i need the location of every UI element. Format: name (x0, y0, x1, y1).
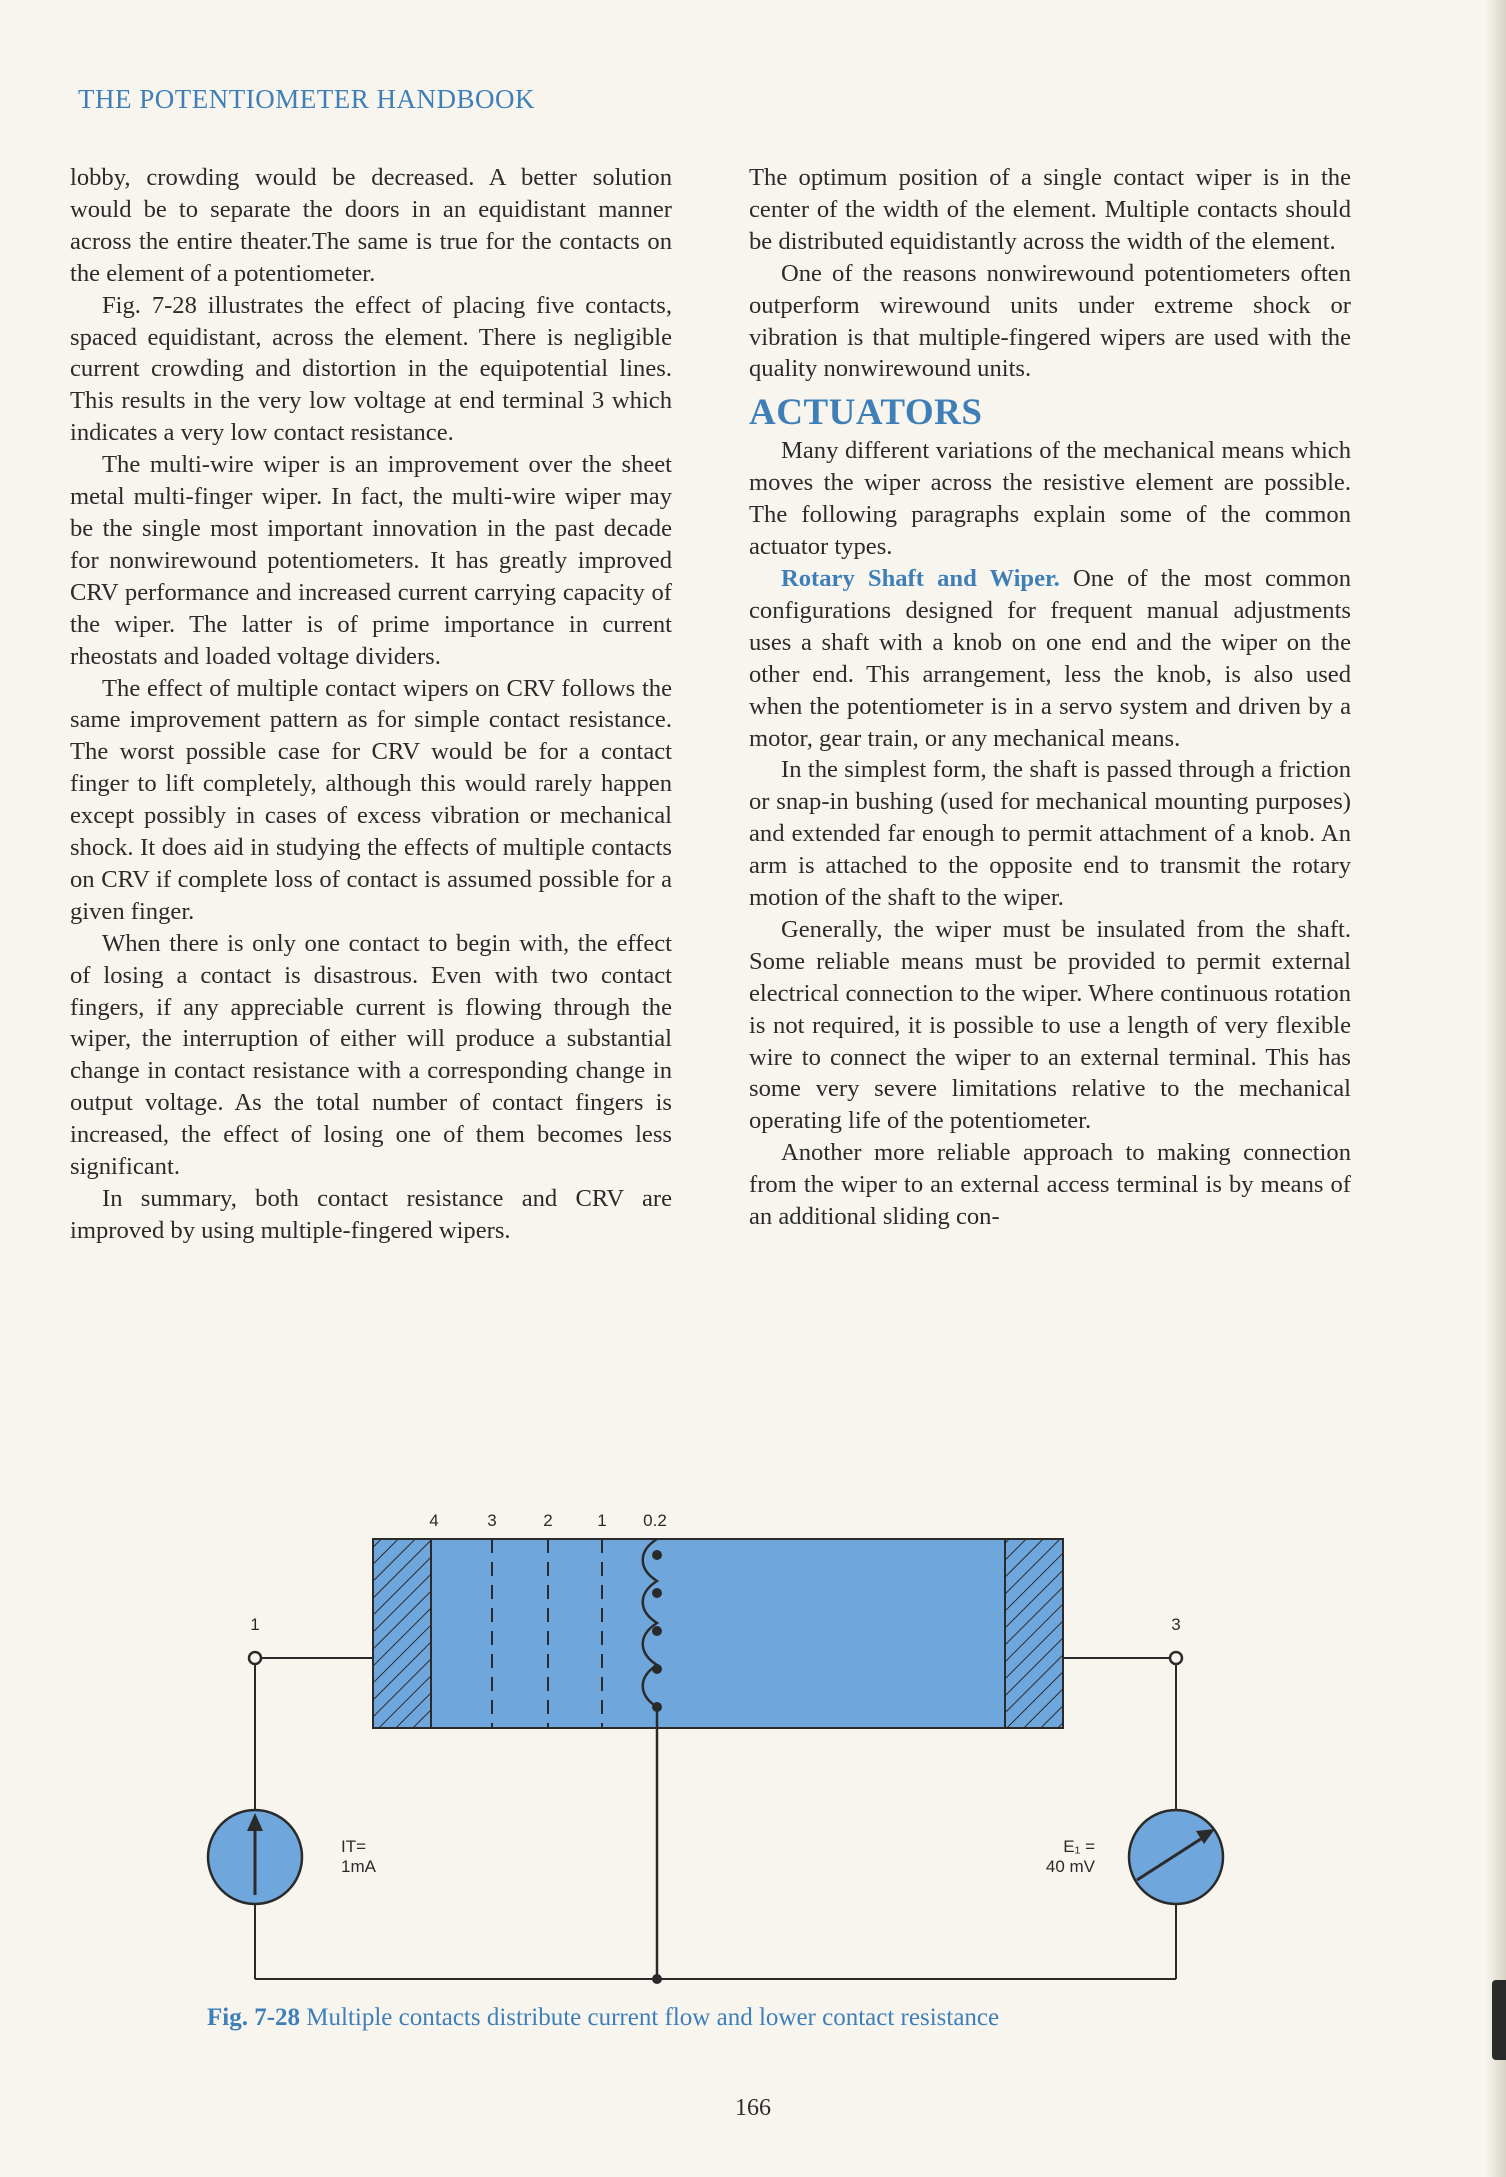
terminal-3-label: 3 (1171, 1615, 1181, 1634)
label-0-2: 0.2 (643, 1511, 667, 1530)
left-column (70, 162, 672, 1247)
left-paragraph: When there is only one contact to begin with, the effect of losing a contact is disastrous. Even with two contact fingers, if any appreciable current is flowing through the wiper, the interruption of either will produce a substantial change in contact resistance with a corresponding change in output voltage. As the total number of contact fingers is increased, the effect of losing one of them becomes less significant. (70, 929, 672, 1181)
left-paragraph: The multi-wire wiper is an improvement over the sheet metal multi-finger wiper. In fact, the multi-wire wiper may be the single most important innovation in the past decade for nonwirewound potentiometers. It has greatly improved CRV performance and increased current carrying capacity of the wiper. The latter is of prime importance in current rheostats and loaded voltage dividers. (70, 451, 672, 670)
caption-text: Multiple contacts distribute current flow and lower contact resistance (306, 2004, 1000, 2031)
page-edge-mark (1492, 1980, 1506, 2060)
left-end-termination (373, 1539, 431, 1728)
wiper-contact-point (652, 1626, 662, 1636)
wiper-contact-point (652, 1550, 662, 1560)
subheading-text: One of the most common configurations designed for frequent manual adjustments uses a shaft with a knob on one end and the wiper on the other end. This arrangement, less the knob, is also used when the potentiometer is in a servo system and driven by a motor, gear train, or any mechanical means. (749, 564, 1352, 752)
resistive-element (373, 1539, 1063, 1728)
terminal-1-node (249, 1652, 261, 1664)
running-head: THE POTENTIOMETER HANDBOOK (78, 84, 535, 114)
right-column (749, 162, 1351, 1233)
right-paragraph: Many different variations of the mechanical means which moves the wiper across the resistive element are possible. The following paragraphs explain some of the common actuator types. (749, 437, 1351, 561)
terminal-3-node (1170, 1652, 1182, 1664)
circuit-diagram (170, 1495, 1280, 2005)
left-paragraph: Fig. 7-28 illustrates the effect of placing five contacts, spaced equidistant, across the element. There is negligible current crowding and distortion in the equipotential lines. This results in the very low voltage at end terminal 3 which indicates a very low contact resistance. (70, 291, 672, 447)
figure-number: Fig. 7-28 (207, 2004, 301, 2031)
figure-caption (207, 2004, 1307, 2032)
wiper-contact-point (652, 1664, 662, 1674)
right-paragraph: One of the reasons nonwirewound potentiometers often outperform wirewound units under extreme shock or vibration is that multiple-fingered wipers are used with the quality nonwirewound units. (749, 259, 1351, 383)
page-number: 166 (735, 2095, 771, 2121)
wiper-contact-point (652, 1588, 662, 1598)
run-in-subheading: Rotary Shaft and Wiper. (781, 564, 1060, 592)
top-labels (429, 1511, 667, 1530)
label-4: 4 (429, 1511, 439, 1530)
voltmeter-circle (1129, 1810, 1223, 1904)
voltmeter (1129, 1810, 1223, 1904)
label-2: 2 (543, 1511, 553, 1530)
voltage-label-line1: E₁ = (1063, 1837, 1095, 1856)
label-1: 1 (597, 1511, 607, 1530)
current-label-line2: 1mA (341, 1857, 376, 1876)
figure-7-28 (170, 1495, 1280, 2005)
right-paragraph: The optimum position of a single contact wiper is in the center of the width of the element. Multiple contacts should be distributed equidistantly across the width of the element. (749, 164, 1351, 255)
right-paragraph (749, 563, 1351, 754)
junction-node (652, 1974, 662, 1984)
current-source (208, 1810, 302, 1904)
right-paragraph: Generally, the wiper must be insulated from the shaft. Some reliable means must be provided to permit external electrical connection to the wiper. Where continuous rotation is not required, it is possible to use a length of very flexible wire to connect the wiper to an external terminal. This has some very severe limitations relative to the mechanical operating life of the potentiometer. (749, 915, 1351, 1135)
left-paragraph: lobby, crowding would be decreased. A better solution would be to separate the doors in an equidistant manner across the entire theater.The same is true for the contacts on the element of a potentiometer. (70, 164, 672, 287)
voltage-label-line2: 40 mV (1045, 1857, 1095, 1876)
right-paragraph: In the simplest form, the shaft is passed through a friction or snap-in bushing (used for mechanical mounting purposes) and extended far enough to permit attachment of a knob. An arm is attached to the opposite end to transmit the rotary motion of the shaft to the wiper. (749, 756, 1351, 912)
terminal-1-label: 1 (250, 1615, 260, 1634)
label-3: 3 (487, 1511, 497, 1530)
right-end-termination (1005, 1539, 1063, 1728)
left-paragraph: In summary, both contact resistance and CRV are improved by using multiple-fingered wipers. (70, 1185, 672, 1244)
left-paragraph: The effect of multiple contact wipers on CRV follows the same improvement pattern as for simple contact resistance. The worst possible case for CRV would be for a contact finger to lift completely, although this would rarely happen except possibly in cases of excess vibration or mechanical shock. It does aid in studying the effects of multiple contacts on CRV if complete loss of contact is assumed possible for a given finger. (70, 674, 672, 925)
current-label-line1: IT= (341, 1837, 367, 1856)
right-paragraph: Another more reliable approach to making connection from the wiper to an external access terminal is by means of an additional sliding con- (749, 1139, 1351, 1231)
page-edge-shadow (1486, 0, 1506, 2177)
wiper-contact-point (652, 1702, 662, 1712)
section-heading-actuators: ACTUATORS (749, 392, 983, 434)
